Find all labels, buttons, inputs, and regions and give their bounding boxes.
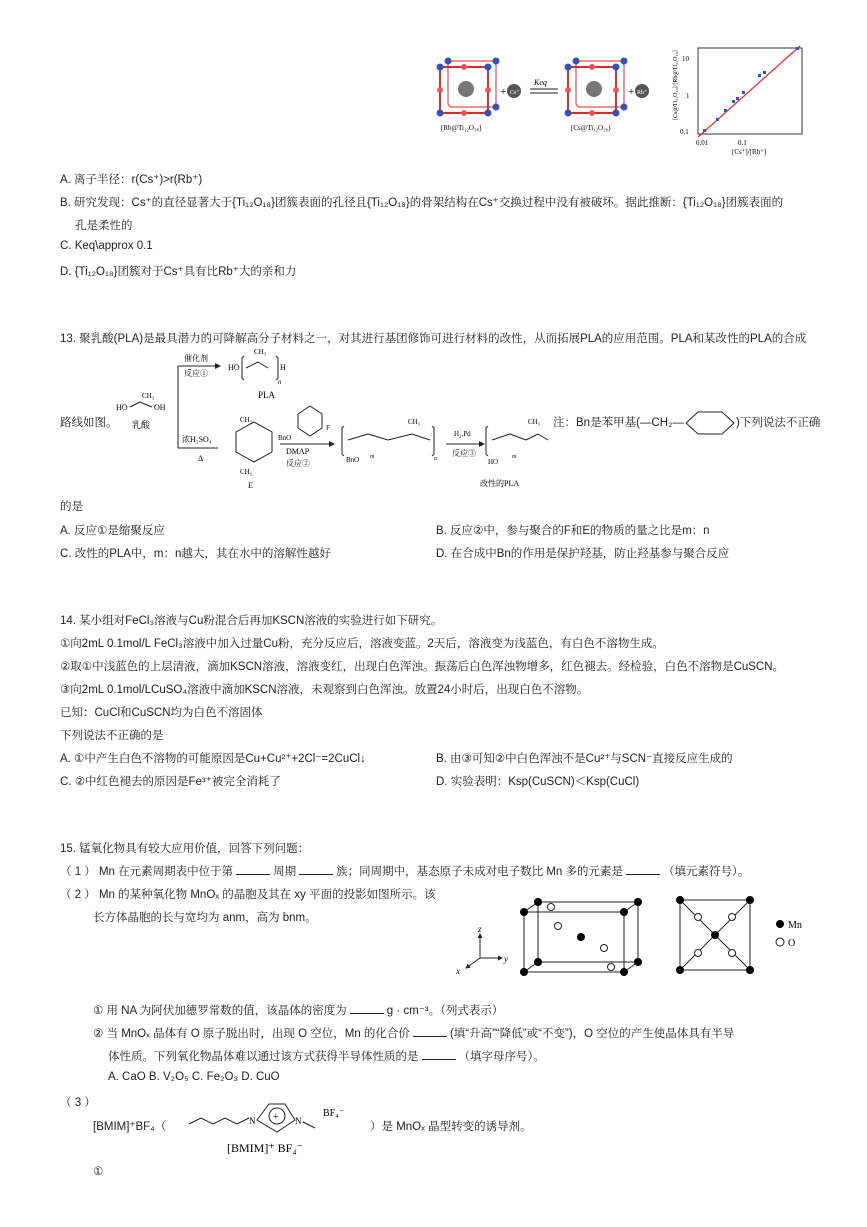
svg-text:+: + [500, 86, 507, 98]
q15-options: A. CaO B. V₂O₅ C. Fe₂O₃ D. CuO [108, 1071, 280, 1083]
cluster-exchange-diagram [430, 55, 670, 135]
q14-option-a: A. ①中产生白色不溶物的可能原因是Cu+Cu²⁺+2Cl⁻=2CuCl↓ [60, 753, 366, 765]
svg-text:H₂,Pd: H₂,Pd [454, 430, 471, 438]
q15-p1-b: 周期 [273, 866, 297, 878]
answer-blank[interactable] [422, 1049, 456, 1060]
svg-text:BnO: BnO [346, 456, 360, 464]
svg-text:PLA: PLA [258, 390, 276, 400]
svg-text:0.01: 0.01 [696, 139, 709, 147]
q14-option-c: C. ②中红色褪去的原因是Fe³⁺被完全消耗了 [60, 776, 281, 788]
svg-text:Rb⁺: Rb⁺ [637, 90, 648, 96]
q15-part-1 [60, 863, 749, 879]
q15-part-2-b: 长方体晶胞的长与宽均为 anm，高为 bnm。 [93, 912, 317, 924]
svg-text:m: m [512, 454, 517, 460]
q13-option-c: C. 改性的PLA中，m：n越大，其在水中的溶解性越好 [60, 548, 331, 560]
q15-sub-1 [93, 1002, 503, 1018]
svg-text:N: N [249, 1116, 256, 1126]
svg-text:[Cs⁺]/[Rb⁺]: [Cs⁺]/[Rb⁺] [732, 148, 767, 156]
svg-text:E: E [248, 481, 253, 490]
q12-option-b: B. 研究发现：Cs⁺的直径显著大于{Ti₁₂O₁₈}团簇表面的孔径且{Ti₁₂O₁₈}的骨架结构在Cs⁺交换过程中没有被破坏。据此推断：{Ti₁₂O₁₈}团簇表面的 [60, 197, 784, 209]
svg-text:DMAP: DMAP [286, 447, 310, 456]
svg-text:Keq: Keq [534, 78, 547, 87]
q13-option-a: A. 反应①是缩聚反应 [60, 525, 165, 537]
svg-text:m: m [370, 454, 375, 460]
svg-text:+: + [628, 86, 635, 98]
q14-ask: 下列说法不正确的是 [60, 730, 164, 742]
q13-stem: 13. 聚乳酸(PLA)是最具潜力的可降解高分子材料之一，对其进行基团修饰可进行材料的改性，从而拓展PLA的应用范围。PLA和某改性的PLA的合成 [60, 333, 807, 345]
svg-text:反应①: 反应① [184, 369, 208, 378]
q14-stem: 14. 某小组对FeCl₃溶液与Cu粉混合后再加KSCN溶液的实验进行如下研究。 [60, 615, 443, 627]
svg-text:{Rb@Ti₁₂O₁₈}: {Rb@Ti₁₂O₁₈} [440, 124, 483, 132]
q15-part-3: （ 3 ） [60, 1097, 96, 1109]
svg-text:z: z [478, 924, 482, 934]
bmim-structure [185, 1094, 375, 1158]
svg-text:BF₄⁻: BF₄⁻ [323, 1108, 344, 1119]
q13-note-text: 注：Bn是苯甲基(—CH₂— [553, 417, 684, 429]
pla-synthesis-scheme [112, 344, 552, 492]
q15-q2-d: （填字母序号）。 [458, 1051, 545, 1063]
legend-o-dot [776, 938, 784, 946]
q12-option-a: A. 离子半径：r(Cs⁺)>r(Rb⁺) [60, 174, 203, 186]
svg-text:y: y [504, 954, 508, 964]
q13-option-d: D. 在合成中Bn的作用是保护羟基，防止羟基参与聚合反应 [436, 548, 730, 560]
svg-text:CH₃: CH₃ [240, 416, 253, 424]
log-log-plot [668, 42, 808, 160]
svg-text:改性的PLA: 改性的PLA [480, 479, 520, 488]
q14-known: 已知：CuCl和CuSCN均为白色不溶固体 [60, 707, 263, 719]
svg-text:Δ: Δ [198, 454, 204, 463]
svg-text:H: H [280, 363, 286, 372]
svg-text:[BMIM]⁺ BF₄⁻: [BMIM]⁺ BF₄⁻ [227, 1141, 303, 1155]
answer-blank[interactable] [299, 864, 333, 875]
q15-p1-c: 族；同周期中，基态原子未成对电子数比 Mn 多的元素是 [336, 866, 624, 878]
svg-text:催化剂: 催化剂 [184, 354, 208, 363]
q15-q2-a: ② 当 MnOₓ 晶体有 O 原子脱出时，出现 O 空位，Mn 的化合价 [93, 1028, 410, 1040]
svg-text:OH: OH [154, 403, 166, 412]
q14-step-2: ②取①中浅蓝色的上层清液，滴加KSCN溶液，溶液变红，出现白色浑浊。振荡后白色浑浊物增多，红色褪去。经检验，白色不溶物是CuSCN。 [60, 661, 785, 673]
q15-q2-b: (填“升高”“降低”或“不变”)，O 空位的产生使晶体具有半导 [449, 1028, 735, 1040]
benzene-ring-icon [684, 408, 736, 438]
svg-text:F: F [326, 424, 330, 432]
q14-step-1: ①向2mL 0.1mol/L FeCl₃溶液中加入过量Cu粉，充分反应后，溶液变蓝。2天后，溶液变为浅蓝色，有白色不溶物生成。 [60, 638, 664, 650]
answer-blank[interactable] [236, 864, 270, 875]
answer-blank[interactable] [413, 1026, 447, 1037]
svg-text:10: 10 [682, 55, 689, 63]
svg-text:HO: HO [488, 458, 499, 466]
q15-part-2-a: （ 2 ） Mn 的某种氧化物 MnOₓ 的晶胞及其在 xy 平面的投影如图所示。该 [60, 889, 436, 901]
q15-p1-d: （填元素符号）。 [663, 866, 750, 878]
rb-cluster-icon [437, 58, 500, 117]
ion-exchange-figure [430, 55, 670, 135]
svg-text:n: n [434, 456, 437, 462]
q15-bmim-tail: ）是 MnOₓ 晶型转变的诱导剂。 [370, 1121, 532, 1133]
q14-option-b: B. 由③可知②中白色浑浊不是Cu²⁺与SCN⁻直接反应生成的 [436, 753, 733, 765]
q14-option-d: D. 实验表明：Ksp(CuSCN)＜Ksp(CuCl) [436, 776, 640, 788]
svg-text:CH₃: CH₃ [254, 348, 267, 356]
legend-mn-dot [776, 920, 784, 928]
svg-text:CH₃: CH₃ [528, 418, 541, 426]
q15-q1-a: ① 用 NA 为阿伏加德罗常数的值，该晶体的密度为 [93, 1005, 347, 1017]
q13-route: 路线如图。 [60, 417, 118, 429]
svg-text:Mn: Mn [788, 920, 802, 931]
svg-text:O: O [788, 938, 796, 949]
q15-q1-b: g · cm⁻³。（列式表示） [386, 1005, 504, 1017]
q12-option-d: D. {Ti₁₂O₁₈}团簇对于Cs⁺具有比Rb⁺大的亲和力 [60, 266, 297, 278]
answer-blank[interactable] [626, 864, 660, 875]
svg-text:{Cs@Ti₁₂O₁₈}: {Cs@Ti₁₂O₁₈} [570, 124, 612, 132]
q13-note [553, 414, 820, 430]
svg-text:[Cs@Ti₁₂O₁₈]/[Rb@Ti₁₂O₁₈]: [Cs@Ti₁₂O₁₈]/[Rb@Ti₁₂O₁₈] [673, 50, 679, 120]
q15-circle-1: ① [93, 1166, 104, 1178]
q15-bmim: [BMIM]⁺BF₄（ [93, 1121, 167, 1133]
svg-text:CH₃: CH₃ [142, 392, 155, 400]
svg-text:x: x [456, 966, 460, 976]
answer-blank[interactable] [350, 1003, 384, 1014]
svg-text:反应②: 反应② [286, 459, 310, 468]
q15-stem: 15. 锰氧化物具有较大应用价值，回答下列问题： [60, 843, 310, 855]
svg-text:+: + [273, 1112, 279, 1123]
q13-note-tail: )下列说法不正确 [735, 417, 821, 429]
q12-option-c: C. Keq\approx 0.1 [60, 240, 153, 252]
q14-step-3: ③向2mL 0.1mol/LCuSO₄溶液中滴加KSCN溶液，未观察到白色浑浊。放置24小时后，出现白色不溶物。 [60, 684, 589, 696]
svg-text:BnO: BnO [278, 434, 292, 442]
svg-text:HO: HO [228, 363, 240, 372]
svg-text:反应③: 反应③ [452, 449, 476, 458]
svg-text:1: 1 [686, 92, 690, 100]
q13-tail: 的是 [60, 501, 83, 513]
svg-text:0.1: 0.1 [738, 139, 747, 147]
svg-text:HO: HO [116, 403, 128, 412]
svg-text:CH₃: CH₃ [408, 418, 421, 426]
q13-option-b: B. 反应②中，参与聚合的F和E的物质的量之比是m：n [436, 525, 710, 537]
q15-p1-a: （ 1 ） Mn 在元素周期表中位于第 [60, 866, 234, 878]
q15-q2-c: 体性质。下列氧化物晶体难以通过该方式获得半导体性质的是 [108, 1051, 419, 1063]
svg-text:n: n [278, 378, 282, 386]
svg-text:0.1: 0.1 [680, 128, 689, 136]
q15-sub-2 [93, 1025, 734, 1041]
cs-cluster-icon [565, 58, 628, 117]
crystal-cell-figure [450, 892, 820, 980]
q15-sub-2-cont [108, 1048, 545, 1064]
svg-text:Cs⁺: Cs⁺ [510, 90, 520, 96]
q12-option-b-cont: 孔是柔性的 [75, 220, 133, 232]
svg-text:乳酸: 乳酸 [132, 420, 151, 430]
svg-text:浓H₂SO₄: 浓H₂SO₄ [182, 435, 212, 444]
svg-text:CH₃: CH₃ [240, 468, 253, 476]
svg-text:N: N [295, 1116, 302, 1126]
